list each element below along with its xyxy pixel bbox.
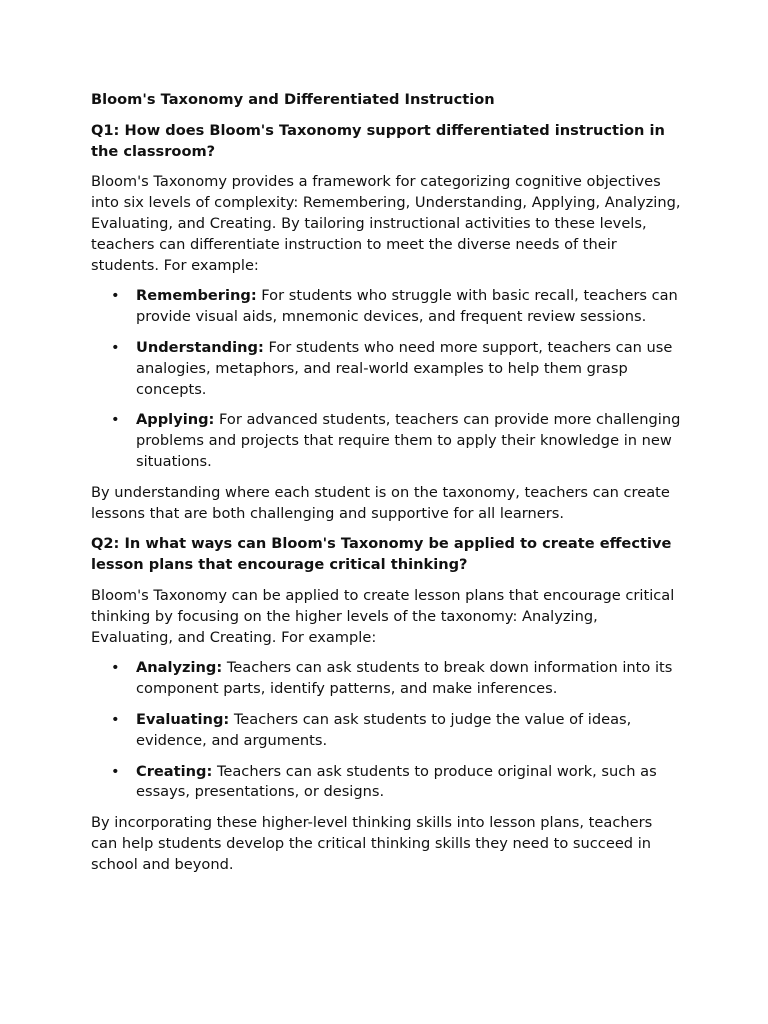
document-title: Bloom's Taxonomy and Differentiated Instruction [91, 91, 495, 108]
list-item-text: Teachers can ask students to break down information into its component parts, identify patterns, and make inferences. [136, 659, 673, 698]
list-item-text: For advanced students, teachers can provide more challenging problems and projects that require them to apply their knowledge in new situations. [136, 411, 681, 470]
bullet-icon: • [111, 287, 120, 305]
q1-bullet-list [91, 286, 683, 472]
list-item [91, 338, 683, 400]
bullet-icon: • [111, 411, 120, 429]
bullet-icon: • [111, 338, 120, 356]
list-item [91, 658, 683, 700]
list-item-text: For students who need more support, teachers can use analogies, metaphors, and real-world examples to help them grasp concepts. [136, 338, 673, 398]
bullet-icon: • [111, 710, 120, 728]
list-item-text: Teachers can ask students to judge the value of ideas, evidence, and arguments. [136, 710, 632, 749]
list-item-text: For students who struggle with basic recall, teachers can provide visual aids, mnemonic devices, and frequent review sessions. [136, 287, 678, 326]
q2-bullet-list [91, 658, 683, 803]
list-item [91, 410, 683, 472]
list-item-term: Evaluating: [136, 710, 230, 728]
document-page [91, 90, 683, 886]
list-item-term: Understanding: [136, 338, 264, 356]
list-item-term: Applying: [136, 411, 215, 429]
question-2: Q2: In what ways can Bloom's Taxonomy be applied to create effective lesson plans that encourage critical thinking? [91, 535, 672, 574]
q2-intro-paragraph: Bloom's Taxonomy can be applied to create lesson plans that encourage critical thinking by focusing on the higher levels of the taxonomy: Analyzing, Evaluating, and Creating. For example: [91, 586, 675, 646]
list-item [91, 710, 683, 752]
list-item [91, 762, 683, 804]
list-item-term: Analyzing: [136, 659, 223, 677]
list-item-term: Remembering: [136, 287, 257, 305]
list-item-text: Teachers can ask students to produce original work, such as essays, presentations, or designs. [136, 762, 657, 801]
q1-conclusion-paragraph: By understanding where each student is on the taxonomy, teachers can create lessons that are both challenging and supportive for all learners. [91, 483, 670, 522]
list-item [91, 286, 683, 328]
question-1: Q1: How does Bloom's Taxonomy support differentiated instruction in the classroom? [91, 121, 665, 160]
q2-conclusion-paragraph: By incorporating these higher-level thinking skills into lesson plans, teachers can help students develop the critical thinking skills they need to succeed in school and beyond. [91, 814, 653, 873]
bullet-icon: • [111, 762, 120, 780]
bullet-icon: • [111, 659, 120, 677]
q1-intro-paragraph: Bloom's Taxonomy provides a framework for categorizing cognitive objectives into six levels of complexity: Remembering, Understanding, Applying, Analyzing, Evaluating, and Creating. By tailoring instructional activities to these levels, teachers can differentiate instruction to meet the diverse needs of their students. For example: [91, 173, 681, 274]
list-item-term: Creating: [136, 762, 213, 780]
